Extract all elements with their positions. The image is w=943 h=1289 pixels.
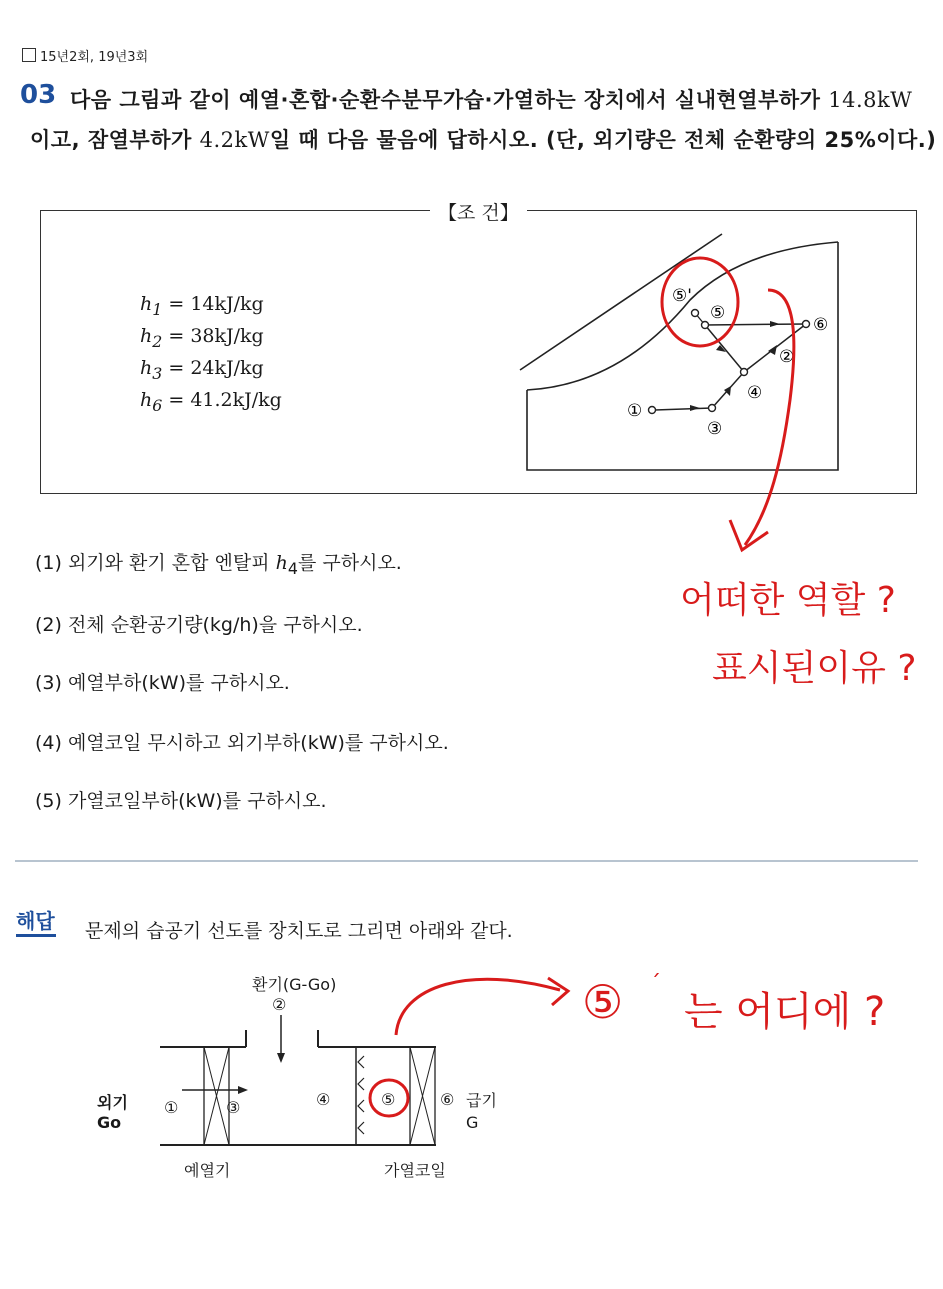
spray-nozzles [358,1056,364,1134]
question-5: (5) 가열코일부하(kW)를 구하시오. [35,790,327,812]
preheater-label: 예열기 [184,1161,231,1180]
diagram-point-3: ③ [226,1098,241,1117]
label-3: ③ [707,419,723,439]
line-4-5 [705,325,744,372]
section-divider [15,860,918,862]
question-3: (3) 예열부하(kW)를 구하시오. [35,672,290,694]
question-line-1: 다음 그림과 같이 예열·혼합·순환수분무가습·가열하는 장치에서 실내현열부하가 14.8kW [70,88,913,112]
outdoor-air-flow-arrow [238,1086,248,1094]
label-1: ① [627,401,643,421]
question-4: (4) 예열코일 무시하고 외기부하(kW)를 구하시오. [35,732,449,754]
answer-text: 문제의 습공기 선도를 장치도로 그리면 아래와 같다. [85,920,513,942]
label-4: ④ [747,383,763,403]
equation-h6: $h_6 = 41.2kJ/kg$ [140,389,282,415]
label-2: ② [779,347,795,367]
exam-tag: 15년2회, 19년3회 [22,46,148,65]
red-arrowhead-down [730,520,768,550]
arrow-5-6 [770,321,780,327]
arrow-3-4 [724,386,731,396]
diagram-point-1: ① [164,1098,179,1117]
diagram-point-5: ⑤ [381,1090,396,1109]
diagram-point-6: ⑥ [440,1090,455,1109]
equation-h2: $h_2 = 38kJ/kg$ [140,325,264,351]
line-1-3 [655,408,712,410]
label-6: ⑥ [813,315,829,335]
equation-h3: $h_3 = 24kJ/kg$ [140,357,264,383]
point-4 [741,369,748,376]
question-number: 03 [20,80,57,110]
red-arrowhead-right [548,978,568,1005]
point-1 [649,407,656,414]
red-arrow-down [745,290,794,545]
point-6 [803,321,810,328]
point-3 [709,405,716,412]
point-5-prime [692,310,699,317]
line-5-6 [705,324,806,325]
heating-coil-label: 가열코일 [384,1161,446,1180]
diagram-point-4: ④ [316,1090,331,1109]
supply-air-label: 급기 [466,1091,497,1110]
handwritten-note-where: 는 어디에 ? [684,989,886,1035]
question-1: (1) 외기와 환기 혼합 엔탈피 $h_4$를 구하시오. [35,552,402,578]
handwritten-note-reason: 표시된이유 ? [712,648,917,689]
arrow-2-4 [768,345,777,355]
label-5-prime: ⑤' [672,286,692,306]
label-5: ⑤ [710,303,726,323]
return-air-arrow [277,1053,285,1063]
question-line-2: 이고, 잠열부하가 4.2kW일 때 다음 물음에 답하시오. (단, 외기량은 전체 순환량의 25%이다.) [30,128,937,152]
question-2: (2) 전체 순환공기량(kg/h)을 구하시오. [35,614,363,636]
arrow-1-3 [690,405,700,411]
handwritten-note-role: 어떠한 역할 ? [680,580,896,621]
return-air-label: 환기(G-Go) [252,975,337,994]
point-5 [702,322,709,329]
red-arrow-right [396,979,560,1035]
answer-underline [16,934,56,937]
outdoor-air-sym: Go [97,1113,122,1132]
handwritten-prime-mark: ´ [650,972,661,997]
equation-h1: $h_1 = 14kJ/kg$ [140,293,264,319]
diagram-point-2: ② [272,995,287,1014]
conditions-title: 【조 건】 [430,198,527,225]
handwritten-point-5-prime: ⑤ [582,975,624,1029]
answer-label: 해답 [16,909,55,933]
outdoor-air-label: 외기 [97,1093,128,1112]
supply-air-sym: G [466,1113,479,1132]
